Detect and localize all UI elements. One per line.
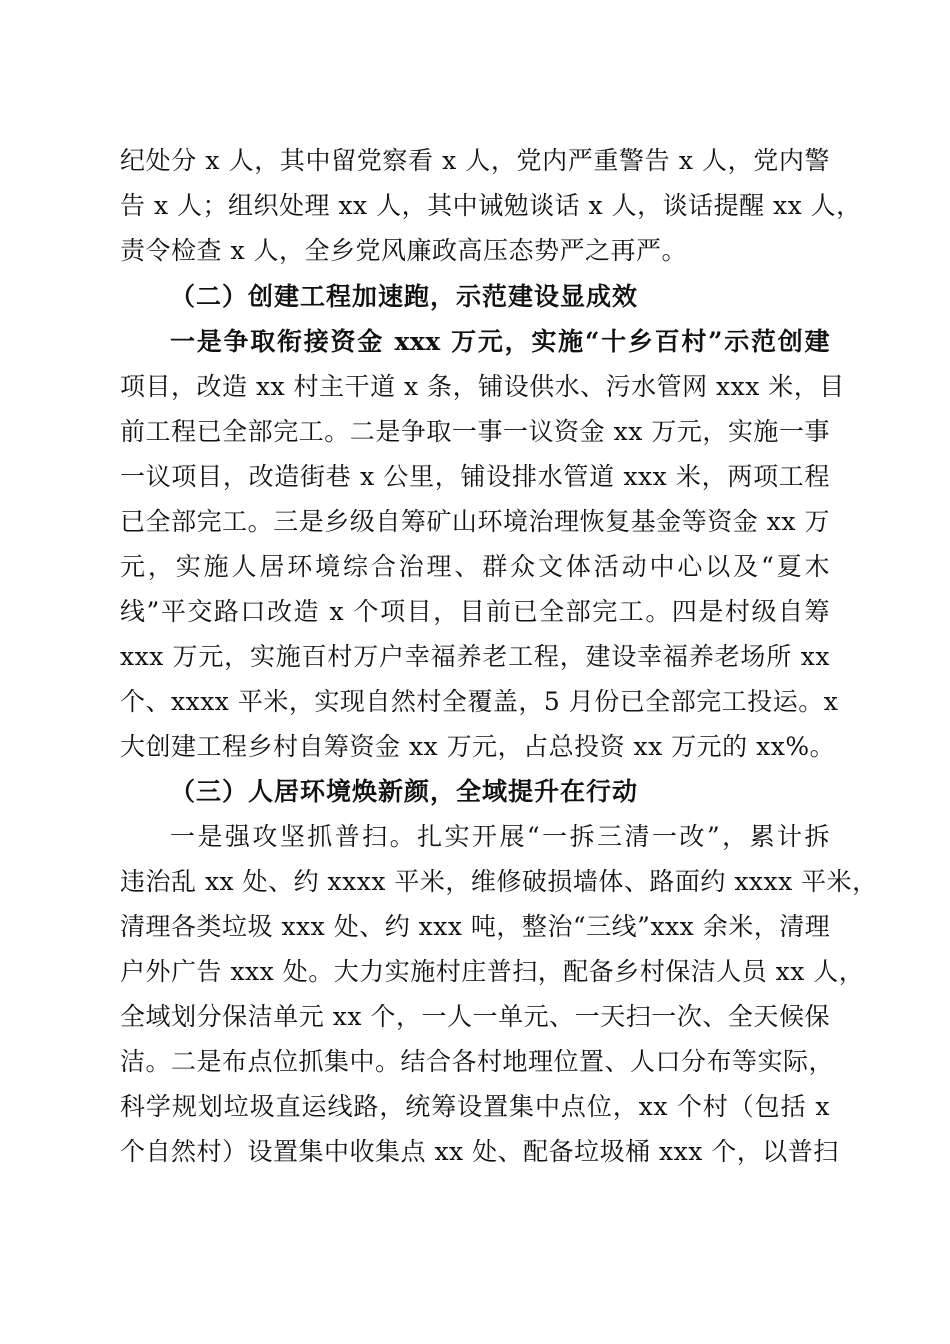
section-heading-2: （二）创建工程加速跑，示范建设显成效 [170,282,639,311]
paragraph-3-line-2: 违治乱 xx 处、约 xxxx 平米，维修破损墙体、路面约 xxxx 平米， [120,867,878,896]
paragraph-1-line-1: 纪处分 x 人，其中留党察看 x 人，党内严重警告 x 人，党内警 [120,146,830,175]
paragraph-2-line-1: 一是争取衔接资金 xxx 万元，实施“十乡百村”示范创建 [170,327,830,356]
paragraph-1-line-2: 告 x 人；组织处理 xx 人，其中诫勉谈话 x 人，谈话提醒 xx 人， [120,191,862,220]
paragraph-2-line-9: 个、xxxx 平米，实现自然村全覆盖，5 月份已全部完工投运。x [120,687,839,716]
paragraph-1-line-3: 责令检查 x 人，全乡党风廉政高压态势严之再严。 [120,236,687,265]
paragraph-2-line-2: 项目，改造 xx 村主干道 x 条，铺设供水、污水管网 xxx 米，目 [120,372,845,401]
paragraph-3-line-3: 清理各类垃圾 xxx 处、约 xxx 吨，整治“三线”xxx 余米，清理 [120,912,831,941]
paragraph-2-line-10: 大创建工程乡村自筹资金 xx 万元，占总投资 xx 万元的 xx%。 [120,732,836,761]
paragraph-3-line-6: 洁。二是布点位抓集中。结合各村地理位置、人口分布等实际， [120,1047,835,1076]
section-heading-3: （三）人居环境焕新颜，全域提升在行动 [170,777,639,806]
paragraph-2-line-8: xxx 万元，实施百村万户幸福养老工程，建设幸福养老场所 xx [120,642,830,671]
paragraph-2-line-6: 元，实施人居环境综合治理、群众文体活动中心以及“夏木 [120,552,830,581]
paragraph-3-line-7: 科学规划垃圾直运线路，统筹设置集中点位，xx 个村（包括 x [120,1092,830,1121]
paragraph-3-line-4: 户外广告 xxx 处。大力实施村庄普扫，配备乡村保洁人员 xx 人， [120,957,865,986]
paragraph-2-line-5: 已全部完工。三是乡级自筹矿山环境治理恢复基金等资金 xx 万 [120,507,830,536]
paragraph-3-line-8: 个自然村）设置集中收集点 xx 处、配备垃圾桶 xxx 个，以普扫 [120,1137,839,1166]
paragraph-2-line-7: 线”平交路口改造 x 个项目，目前已全部完工。四是村级自筹 [120,597,830,626]
paragraph-3-line-1: 一是强攻坚抓普扫。扎实开展“一拆三清一改”，累计拆 [170,822,830,851]
paragraph-2-line-3: 前工程已全部完工。二是争取一事一议资金 xx 万元，实施一事 [120,417,830,446]
paragraph-2-line-4: 一议项目，改造街巷 x 公里，铺设排水管道 xxx 米，两项工程 [120,462,830,491]
paragraph-3-line-5: 全域划分保洁单元 xx 个，一人一单元、一天扫一次、全天候保 [120,1002,830,1031]
